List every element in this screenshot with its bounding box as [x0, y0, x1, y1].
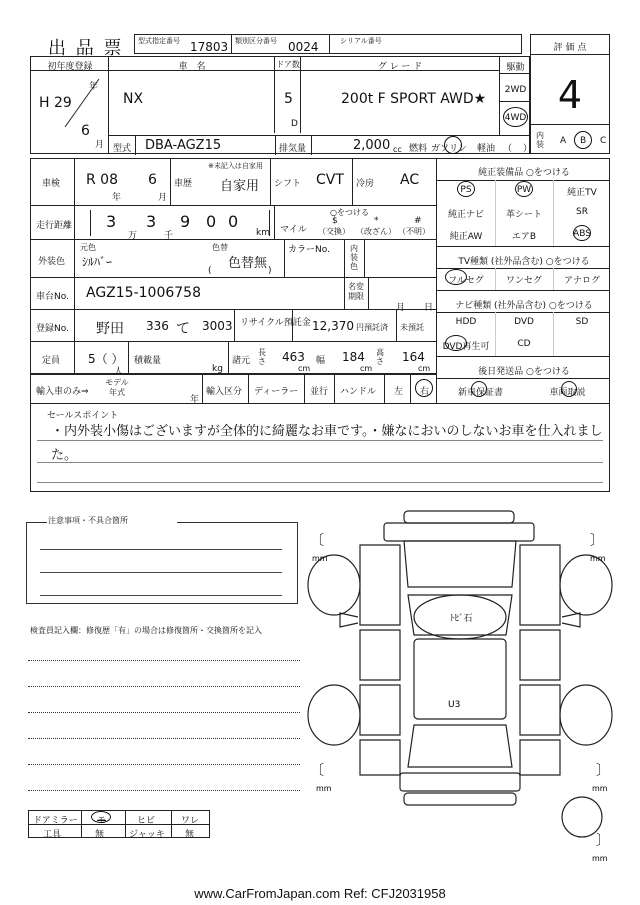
mileage-circle-note: ○をつける [330, 208, 369, 217]
capacity-unit: 人 [114, 367, 124, 377]
ac-label: 冷房 [356, 179, 375, 189]
recycle-amount: 12,370 [312, 319, 354, 333]
equipment-circle [573, 225, 591, 241]
interior-grade-label: 内装 [536, 131, 544, 149]
mirror-label: ドアミラー [33, 816, 78, 826]
plate-num: 336 [146, 319, 169, 333]
navi-circle [445, 335, 467, 351]
mileage-row [30, 206, 436, 240]
inspection-month-unit: 月 [158, 193, 168, 203]
grid-divider [553, 312, 554, 356]
serial-box [330, 34, 522, 54]
equipment-title: 純正装備品 ○をつける [478, 168, 570, 178]
disp-value: 2,000 [353, 138, 391, 153]
name-label: 車 名 [109, 57, 275, 71]
paren-open: （ [503, 144, 513, 154]
month-unit: 月 [95, 140, 105, 150]
mark-chip: ﾄﾋﾞ石 [450, 614, 473, 624]
bracket-fl: 〔 [310, 533, 324, 549]
model-code-label: 型式指定番号 [138, 37, 180, 45]
form-title: 出 品 票 [48, 38, 124, 59]
type-value: DBA-AGZ15 [145, 138, 222, 153]
navi-item: DVD再生可 [442, 342, 490, 352]
mm-spare: mm [592, 854, 608, 863]
inspection-row [30, 158, 436, 206]
mm-fr: mm [590, 554, 606, 563]
plate-area: 野田 [96, 321, 124, 337]
history-note: ※未記入は自家用 [208, 162, 263, 170]
mileage-unit-sen: 千 [164, 231, 174, 241]
chassis-label: 車台No. [36, 292, 69, 302]
inspection-year-unit: 年 [112, 193, 122, 203]
recycle-label: リサイクル預託金 [240, 318, 311, 328]
sales-point-box [30, 404, 610, 492]
mileage-star-sub: （改ざん） [356, 227, 396, 236]
chassis-row [30, 278, 436, 313]
len-value: 463 [282, 350, 305, 364]
drive-2wd: 2WD [504, 85, 527, 95]
shift-value: CVT [316, 172, 344, 188]
repaint-value: 色替無 [228, 256, 268, 271]
tv-title: TV種類 (社外品含む) ○をつける [458, 257, 590, 267]
import-class-label: 輸入区分 [206, 387, 243, 397]
equipment-item: 革シート [505, 210, 542, 220]
paren-close: ） [523, 144, 533, 154]
interior-c: C [600, 136, 607, 146]
plate-serial: 3003 [202, 319, 233, 333]
import-parallel: 並行 [310, 387, 329, 397]
handle-right: 右 [420, 387, 430, 397]
mirror-value: モ [97, 816, 107, 826]
serial-label: シリアル番号 [340, 37, 382, 45]
recycle-unit: 円預託済 [356, 323, 388, 332]
mileage-mile: マイル [280, 225, 307, 235]
inspector-label: 検査員記入欄：修復歴「有」の場合は修復箇所・交換箇所を記入 [30, 626, 262, 635]
mm-rl: mm [316, 784, 332, 793]
mm-rr: mm [592, 784, 608, 793]
expiry-day: 日 [424, 303, 434, 313]
class-code: 0024 [288, 40, 319, 54]
parts-table [28, 810, 210, 838]
type-label: 型式 [113, 144, 132, 154]
hei-unit: cm [418, 364, 431, 373]
interior-b-circle [574, 131, 592, 149]
car-diagram [300, 505, 630, 865]
navi-item: CD [517, 339, 531, 349]
navi-title: ナビ種類 (社外品含む) ○をつける [455, 301, 593, 311]
drive-label: 駆動 [506, 63, 525, 73]
interior-b: B [580, 136, 587, 146]
mileage-digit-2: 3 [146, 212, 157, 231]
grid-divider [553, 268, 554, 290]
wid-unit: cm [360, 364, 373, 373]
equipment-item: 純正AW [449, 232, 483, 242]
tv-item: フルセグ [448, 276, 484, 286]
mileage-dollar-sub: （交換） [318, 227, 350, 236]
model-code: 17803 [190, 40, 229, 54]
score-value: 4 [557, 73, 583, 117]
mileage-dollar: $ [332, 216, 338, 226]
capacity-value: 5（ ） [88, 352, 124, 366]
class-code-label: 類別区分番号 [235, 37, 277, 45]
mileage-unit-km: km [256, 228, 270, 238]
equipment-item: PW [516, 185, 532, 195]
color-label: 外装色 [38, 257, 66, 267]
equipment-item: ABS [573, 229, 591, 239]
tool-label: 工具 [43, 830, 62, 840]
notes-box [26, 522, 298, 604]
score-label: 評 価 点 [531, 35, 609, 55]
first-reg-month: 6 [81, 123, 90, 139]
model-year-label: モデル年式 [105, 378, 129, 397]
wid-value: 184 [342, 350, 365, 364]
doors: 5 [284, 91, 293, 107]
fuel-diesel: 軽油 [477, 144, 496, 154]
class-code-box [232, 34, 330, 54]
car-name: NX [123, 91, 144, 107]
tv-circle [445, 269, 467, 285]
orig-color: ｼﾙﾊﾞｰ [82, 255, 113, 269]
hei-label: 高さ [376, 348, 384, 366]
interior-color-label: 内装色 [350, 244, 358, 271]
plate-row [30, 310, 436, 342]
docs-circle [561, 381, 577, 397]
first-reg-label: 初年度登録 [31, 57, 109, 71]
first-reg-year: H 29 [39, 95, 72, 111]
mileage-digit-1: 3 [106, 212, 117, 231]
docs-item: 車両取説 [549, 388, 586, 398]
sales-line-2: た。 [51, 448, 78, 463]
sales-label: セールスポイント [47, 411, 119, 421]
spec-label: 諸元 [232, 356, 251, 366]
import-dealer: ディーラー [254, 387, 299, 397]
len-unit: cm [298, 364, 311, 373]
bracket-rl: 〔 [310, 763, 324, 779]
year-unit: 年 [89, 82, 99, 92]
navi-item: DVD [514, 317, 534, 327]
history-value: 自家用 [220, 179, 260, 194]
jack-value: 無 [185, 830, 195, 840]
import-row [30, 374, 436, 404]
model-year-unit: 年 [190, 395, 200, 405]
mark-u3: U3 [448, 700, 461, 710]
color-no-label: カラーNo. [288, 245, 330, 255]
docs-item: 新車保証書 [457, 388, 503, 398]
chassis-no: AGZ15-1006758 [86, 285, 201, 301]
registration-block [30, 56, 533, 154]
handle-right-circle [415, 379, 433, 397]
navi-item: SD [575, 317, 589, 327]
mileage-star: * [374, 216, 379, 226]
color-row [30, 240, 436, 278]
equipment-item: 純正ナビ [447, 210, 484, 220]
doors-label: ドア数 [275, 57, 301, 71]
repaint-paren-close: ) [268, 266, 272, 276]
navi-item: HDD [455, 317, 477, 327]
fuel-gas-circle [444, 136, 462, 154]
notes-label: 注意事項・不具合箇所 [48, 516, 128, 525]
equipment-item: エアB [511, 232, 537, 242]
grid-divider [495, 268, 496, 290]
inspection-month: 6 [148, 172, 157, 188]
grade-label: グ レ ー ド [301, 57, 499, 71]
len-label: 長さ [258, 348, 266, 366]
fuel-gasoline: ガソリン [431, 144, 468, 154]
history-label: 車歴 [174, 179, 193, 189]
drive-4wd: 4WD [504, 113, 527, 123]
drive-4wd-circle [503, 107, 528, 127]
repaint-paren-open: ( [208, 266, 212, 276]
grid-divider [495, 180, 496, 246]
expiry-month: 月 [396, 303, 406, 313]
equipment-circle [515, 181, 533, 197]
tool-value: 無 [95, 830, 105, 840]
grade: 200t F SPORT AWD★ [341, 91, 487, 107]
import-label: 輸入車のみ⇒ [36, 387, 89, 397]
equipment-circle [457, 181, 475, 197]
equipment-item: PS [460, 185, 472, 195]
interior-a: A [560, 136, 567, 146]
inspection-era: R 08 [86, 172, 118, 188]
inspection-label: 車検 [42, 179, 61, 189]
bracket-rr: 〕 [596, 763, 610, 779]
mileage-digit-3: 9 [180, 212, 191, 231]
disp-label: 排気量 [279, 144, 307, 154]
capacity-row [30, 342, 436, 377]
tv-item: ワンセグ [505, 276, 542, 286]
mileage-digit-4: 0 [206, 212, 217, 231]
sales-line-1: ・内外装小傷はございますが全体的に綺麗なお車です。・嫌なにおいのしないお車を仕入れまし [51, 424, 603, 439]
jack-label: ジャッキ [129, 830, 165, 840]
equipment-panel [436, 158, 610, 404]
docs-title: 後日発送品 ○をつける [478, 367, 570, 377]
handle-label: ハンドル [340, 387, 377, 397]
equipment-item: SR [576, 207, 588, 217]
capacity-label: 定員 [42, 356, 61, 366]
mileage-unit-man: 万 [128, 231, 138, 241]
mm-fl: mm [312, 554, 328, 563]
expiry-label: 名変期限 [348, 282, 364, 301]
docs-circle [471, 381, 487, 397]
equipment-item: 純正TV [567, 188, 597, 198]
plate-label: 登録No. [36, 324, 69, 334]
recycle-unpaid: 未預託 [400, 323, 424, 332]
door-suffix: D [291, 119, 298, 129]
fuel-label: 燃料 [409, 144, 428, 154]
load-unit: kg [212, 364, 223, 374]
mileage-hash-sub: （不明） [398, 227, 430, 236]
repaint-label: 色替 [212, 243, 228, 252]
shift-label: シフト [274, 179, 302, 189]
interior-grade [530, 124, 610, 154]
footer-watermark: www.CarFromJapan.com Ref: CFJ2031958 [194, 886, 446, 901]
grid-divider [553, 180, 554, 246]
orig-color-label: 元色 [80, 243, 96, 252]
split-label: ワレ [181, 816, 200, 826]
bracket-spare: 〕 [596, 833, 610, 849]
wid-label: 幅 [316, 356, 326, 366]
tv-item: アナログ [563, 276, 600, 286]
mileage-label: 走行距離 [36, 221, 73, 231]
load-label: 積載量 [134, 356, 162, 366]
handle-left: 左 [394, 387, 404, 397]
mileage-hash: # [414, 216, 422, 226]
plate-kana: て [176, 321, 190, 337]
disp-unit: cc [393, 145, 402, 154]
hei-value: 164 [402, 350, 425, 364]
mirror-circle [91, 811, 111, 823]
bracket-fr: 〕 [590, 533, 604, 549]
model-code-box [134, 34, 232, 54]
grid-divider [495, 312, 496, 356]
crack-label: ヒビ [137, 816, 156, 826]
mileage-digit-5: 0 [228, 212, 239, 231]
ac-value: AC [400, 172, 420, 188]
